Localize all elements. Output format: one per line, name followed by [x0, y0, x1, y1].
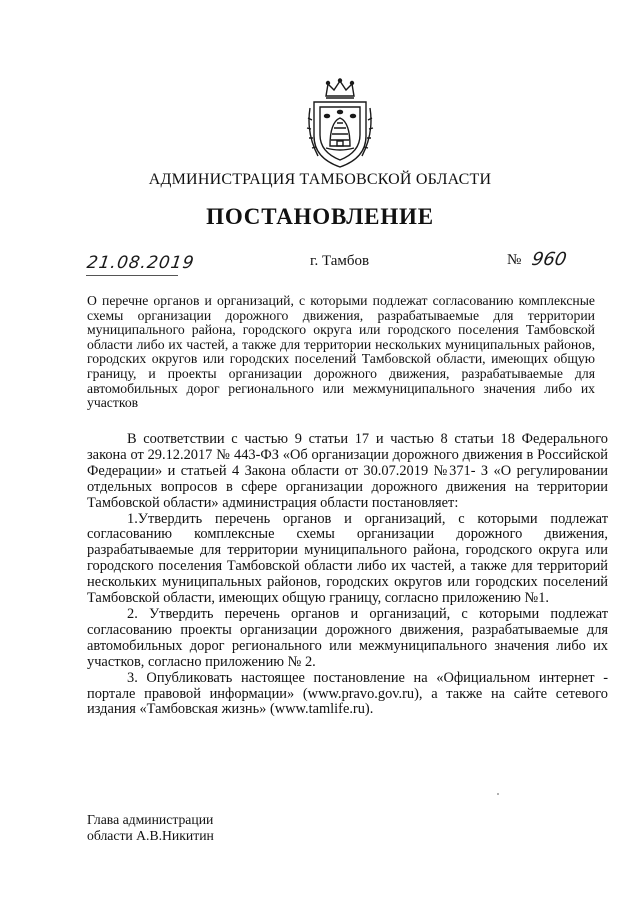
tambov-coat-of-arms-icon	[302, 78, 378, 170]
signature-line-position: Глава администрации	[87, 812, 214, 827]
document-body	[87, 432, 608, 718]
document-city: г. Тамбов	[310, 253, 370, 269]
document-number: 960	[530, 249, 569, 270]
signature-line-name: области А.В.Никитин	[87, 828, 214, 843]
document-subject: О перечне органов и организаций, с которыми подлежат согласованию комплексные схемы организации дорожного движения, разрабатываемые для территории муниципального района, городского округа или городского поселения Тамбовской области либо их частей, а также для территории нескольких муниципальных районов, городских округов или городских поселений Тамбовской области, имеющих общую границу, и проекты организации дорожного движения, разрабатываемые для автомобильных дорог регионального или межмуниципального значения либо их участков	[87, 293, 595, 411]
document-date: 21.08.2019	[85, 253, 196, 273]
signature-block	[87, 812, 214, 844]
scan-speck	[497, 793, 499, 795]
organization-title: АДМИНИСТРАЦИЯ ТАМБОВСКОЙ ОБЛАСТИ	[148, 171, 492, 188]
document-number-label: №	[507, 252, 522, 268]
item-paragraph-2: 2. Утвердить перечень органов и организаций, с которыми подлежат согласованию проекты организации дорожного движения, разрабатываемые для автомобильных дорог регионального или межмуниципального значения либо их участков, согласно приложению № 2.	[87, 605, 608, 670]
date-underline	[86, 275, 178, 276]
item-paragraph-1: 1.Утвердить перечень органов и организаций, с которыми подлежат согласованию комплексные схемы организации дорожного движения, разрабатываемые для территории муниципального района, городского округа или городского поселения Тамбовской области либо их частей, а также для территорий нескольких муниципальных районов, городских округов или городских поселений Тамбовской области, имеющих общую границу, согласно приложению №1.	[87, 510, 608, 607]
preamble-paragraph: В соответствии с частью 9 статьи 17 и частью 8 статьи 18 Федерального закона от 29.12.2017 № 443-ФЗ «Об организации дорожного движения в Российской Федерации» и статьей 4 Закона области от 30.07.2019 №371- З «О регулировании отдельных вопросов в сфере организации дорожного движения на территории Тамбовской области» администрация области постановляет:	[87, 431, 608, 511]
item-paragraph-3: 3. Опубликовать настоящее постановление на «Официальном интернет - портале правовой информации» (www.pravo.gov.ru), а также на сайте сетевого издания «Тамбовская жизнь» (www.tamlife.ru).	[87, 669, 608, 718]
document-type-heading: ПОСТАНОВЛЕНИЕ	[206, 204, 434, 229]
